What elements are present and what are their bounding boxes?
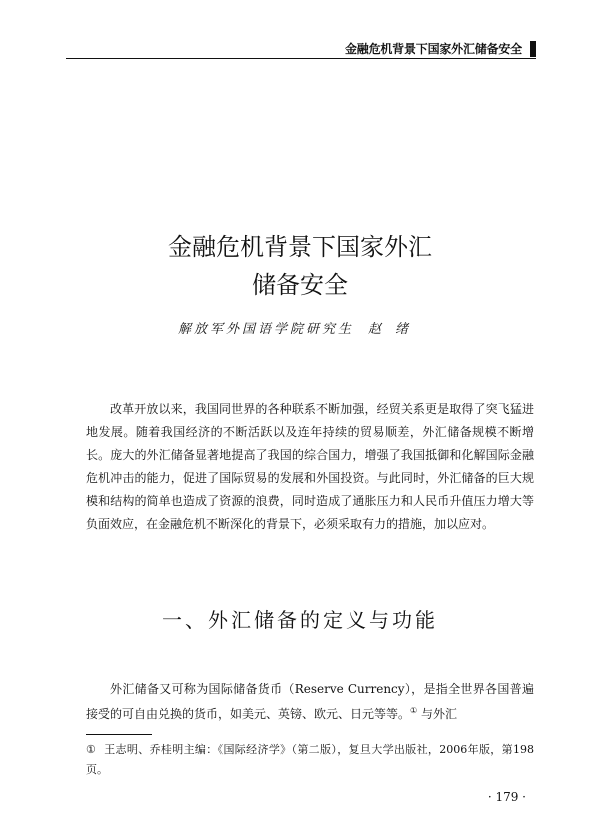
author-name: 赵绪 [368,322,423,337]
body-text-part-1: 外汇储备又可称为国际储备货币（Reserve Currency），是指全世界各国普遍接受的可自由兑换的货币，如美元、英镑、欧元、日元等等。 [86,682,534,721]
header-rule [66,58,536,59]
running-header [345,40,536,57]
footnote-marker: ① [86,743,97,756]
running-header-text: 金融危机背景下国家外汇储备安全 [344,42,522,56]
page-number: · 179 · [487,790,526,804]
section-heading: 一、外汇储备的定义与功能 [162,608,438,632]
article-title-line-1: 金融危机背景下国家外汇 [168,233,432,262]
footnote-reference: ① [410,706,418,715]
footnote-rule [86,734,152,735]
body-paragraph [86,678,534,725]
footnote-text: 王志明、乔桂明主编：《国际经济学》（第二版），复旦大学出版社，2006年版，第198页。 [86,743,534,776]
article-title-line-2: 储备安全 [252,271,348,300]
article-title [0,228,600,304]
body-text-part-2: 与外汇 [417,707,458,721]
header-block-mark [530,41,536,57]
author-line [0,318,600,337]
footnote [86,740,534,780]
abstract-paragraph: 改革开放以来，我国同世界的各种联系不断加强，经贸关系更是取得了突飞猛进地发展。随着我国经济的不断活跃以及连年持续的贸易顺差，外汇储备规模不断增长。庞大的外汇储备显著地提高了我国的综合国力，增强了我国抵御和化解国际金融危机冲击的能力，促进了国际贸易的发展和外国投资。与此同时，外汇储备的巨大规模和结构的简单也造成了资源的浪费，同时造成了通胀压力和人民币升值压力增大等负面效应，在金融危机不断深化的背景下，必须采取有力的措施，加以应对。 [86,402,534,531]
author-affiliation: 解放军外国语学院研究生 [177,322,354,337]
